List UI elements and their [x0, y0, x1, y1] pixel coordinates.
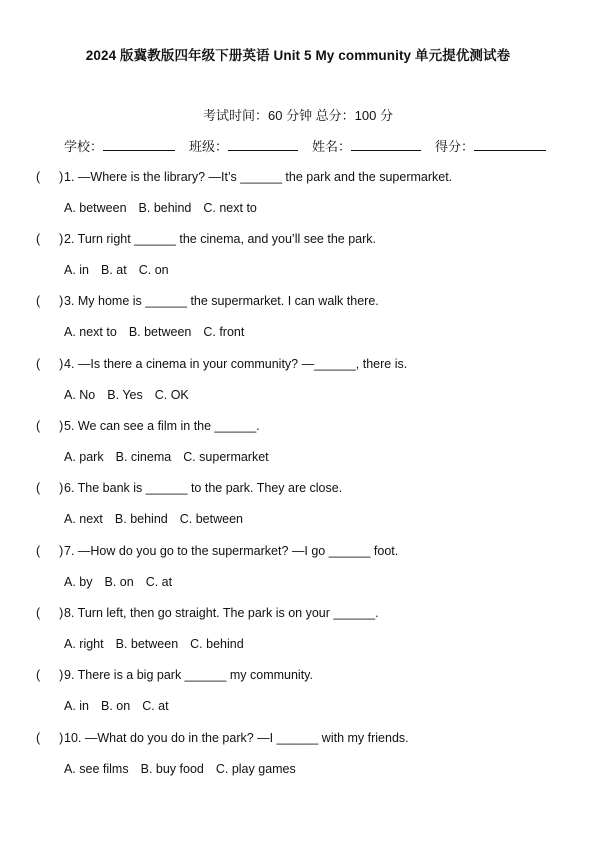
question-5: [36, 419, 260, 433]
score-blank[interactable]: [474, 137, 546, 151]
option-c[interactable]: C. at: [145, 575, 173, 589]
exam-info: 考试时间：60 分钟 总分：100 分: [203, 108, 393, 123]
question-6: [36, 481, 342, 495]
answer-bracket[interactable]: [36, 481, 62, 495]
question-text: 2. Turn right ______ the cinema, and you’ll see the park.: [64, 232, 376, 246]
score-field[interactable]: [435, 136, 546, 155]
option-c[interactable]: C. next to: [203, 201, 257, 215]
bracket-open: (: [36, 419, 41, 433]
question-text: 5. We can see a film in the ______.: [64, 419, 260, 433]
option-a[interactable]: A. in: [64, 263, 90, 277]
score-label: 得分：: [435, 139, 475, 154]
option-a[interactable]: A. by: [64, 575, 93, 589]
option-a[interactable]: A. next to: [64, 325, 117, 339]
bracket-open: (: [36, 232, 41, 246]
question-8-options: [64, 637, 256, 651]
question-8: [36, 606, 379, 620]
student-info-row: [64, 136, 544, 155]
option-b[interactable]: B. behind: [138, 201, 192, 215]
question-7: [36, 544, 398, 558]
question-text: 10. —What do you do in the park? —I ______ with my friends.: [64, 731, 409, 745]
option-c[interactable]: C. front: [203, 325, 245, 339]
option-a[interactable]: A. in: [64, 699, 90, 713]
option-b[interactable]: B. buy food: [140, 762, 204, 776]
bracket-close: ): [59, 294, 64, 308]
class-field[interactable]: [189, 136, 298, 155]
question-3-options: [64, 325, 256, 339]
question-1: [36, 170, 452, 184]
option-b[interactable]: B. cinema: [115, 450, 172, 464]
document-title: 2024 版冀教版四年级下册英语 Unit 5 My community 单元提优测试卷: [85, 48, 511, 63]
class-label: 班级：: [189, 139, 229, 154]
question-10-options: [64, 762, 308, 776]
bracket-close: ): [59, 357, 64, 371]
bracket-open: (: [36, 544, 41, 558]
option-a[interactable]: A. park: [64, 450, 104, 464]
bracket-open: (: [36, 170, 41, 184]
name-label: 姓名：: [312, 139, 352, 154]
question-text: 8. Turn left, then go straight. The park is on your ______.: [64, 606, 379, 620]
bracket-close: ): [59, 731, 64, 745]
answer-bracket[interactable]: [36, 419, 62, 433]
bracket-close: ): [59, 170, 64, 184]
bracket-close: ): [59, 232, 64, 246]
question-10: [36, 731, 409, 745]
question-text: 3. My home is ______ the supermarket. I can walk there.: [64, 294, 379, 308]
option-b[interactable]: B. behind: [114, 512, 168, 526]
name-blank[interactable]: [351, 137, 421, 151]
option-a[interactable]: A. next: [64, 512, 103, 526]
answer-bracket[interactable]: [36, 668, 62, 682]
question-text: 7. —How do you go to the supermarket? —I go ______ foot.: [64, 544, 399, 558]
option-c[interactable]: C. play games: [215, 762, 296, 776]
bracket-close: ): [59, 606, 64, 620]
bracket-open: (: [36, 668, 41, 682]
option-c[interactable]: C. behind: [190, 637, 244, 651]
question-7-options: [64, 575, 184, 589]
answer-bracket[interactable]: [36, 232, 62, 246]
option-a[interactable]: A. between: [64, 201, 127, 215]
option-c[interactable]: C. on: [138, 263, 169, 277]
school-blank[interactable]: [103, 137, 175, 151]
answer-bracket[interactable]: [36, 294, 62, 308]
option-c[interactable]: C. at: [142, 699, 169, 713]
answer-bracket[interactable]: [36, 731, 62, 745]
question-2-options: [64, 263, 181, 277]
name-field[interactable]: [312, 136, 421, 155]
question-1-options: [64, 201, 269, 215]
question-3: [36, 294, 379, 308]
school-label: 学校：: [64, 139, 104, 154]
option-c[interactable]: C. OK: [154, 388, 189, 402]
question-9: [36, 668, 313, 682]
bracket-close: ): [59, 481, 64, 495]
bracket-open: (: [36, 357, 41, 371]
question-5-options: [64, 450, 281, 464]
bracket-close: ): [59, 668, 64, 682]
option-b[interactable]: B. on: [104, 575, 134, 589]
question-text: 6. The bank is ______ to the park. They are close.: [64, 481, 343, 495]
option-b[interactable]: B. on: [101, 699, 131, 713]
answer-bracket[interactable]: [36, 544, 62, 558]
question-2: [36, 232, 376, 246]
option-b[interactable]: B. at: [101, 263, 127, 277]
bracket-close: ): [59, 544, 64, 558]
option-c[interactable]: C. between: [179, 512, 243, 526]
option-b[interactable]: B. Yes: [107, 388, 143, 402]
question-4: [36, 357, 407, 371]
option-a[interactable]: A. see films: [64, 762, 129, 776]
option-c[interactable]: C. supermarket: [183, 450, 269, 464]
school-field[interactable]: [64, 136, 175, 155]
question-4-options: [64, 388, 201, 402]
bracket-open: (: [36, 731, 41, 745]
question-text: 1. —Where is the library? —It’s ______ the park and the supermarket.: [64, 170, 453, 184]
answer-bracket[interactable]: [36, 170, 62, 184]
question-text: 4. —Is there a cinema in your community? —______, there is.: [64, 357, 408, 371]
question-text: 9. There is a big park ______ my community.: [64, 668, 313, 682]
question-6-options: [64, 512, 255, 526]
option-b[interactable]: B. between: [115, 637, 179, 651]
answer-bracket[interactable]: [36, 606, 62, 620]
question-9-options: [64, 699, 181, 713]
option-a[interactable]: A. No: [64, 388, 96, 402]
bracket-open: (: [36, 606, 41, 620]
answer-bracket[interactable]: [36, 357, 62, 371]
bracket-close: ): [59, 419, 64, 433]
bracket-open: (: [36, 481, 41, 495]
bracket-open: (: [36, 294, 41, 308]
option-a[interactable]: A. right: [64, 637, 104, 651]
class-blank[interactable]: [228, 137, 298, 151]
option-b[interactable]: B. between: [128, 325, 192, 339]
